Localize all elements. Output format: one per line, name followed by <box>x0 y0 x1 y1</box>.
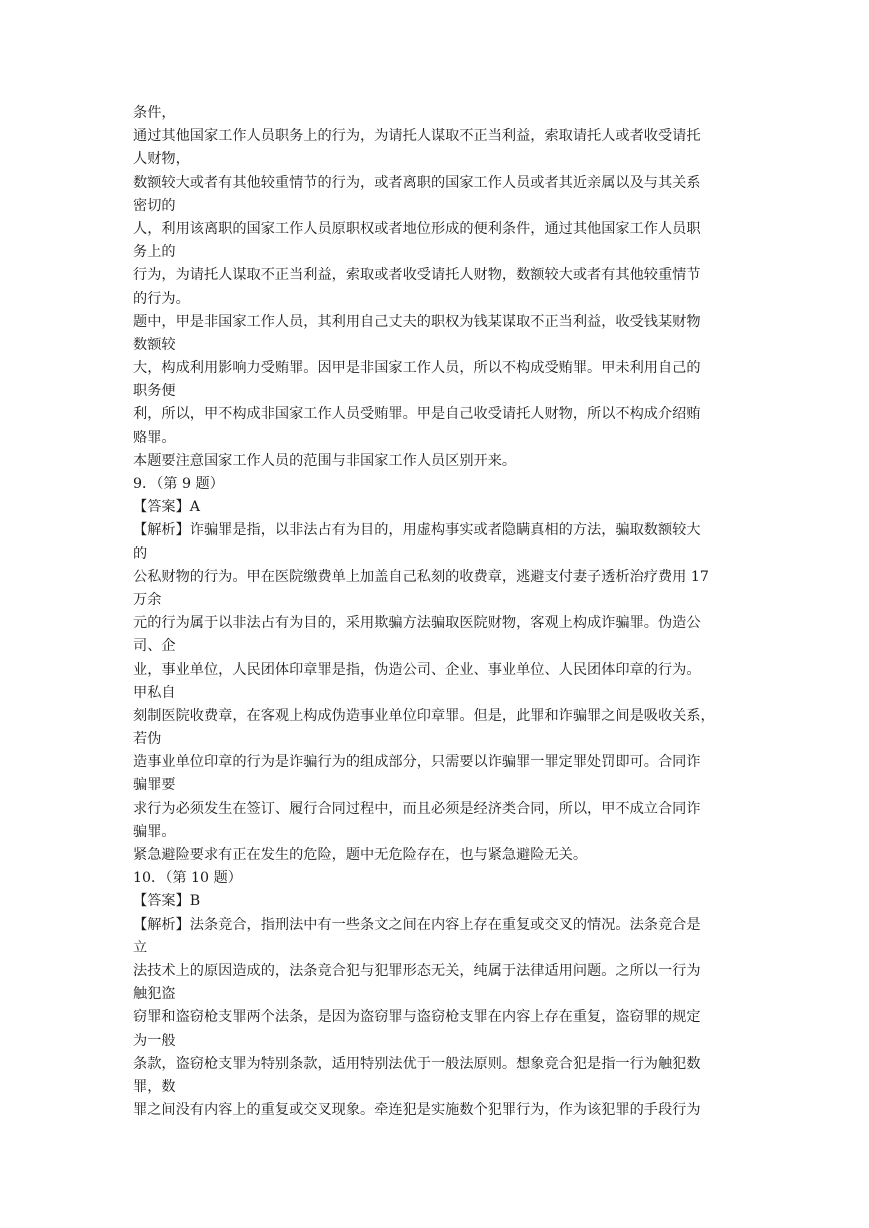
text-line: 【答案】B <box>133 893 201 910</box>
text-line: 求行为必须发生在签订、履行合同过程中，而且必须是经济类合同，所以，甲不成立合同诈 <box>133 800 701 817</box>
text-line: 本题要注意国家工作人员的范围与非国家工作人员区别开来。 <box>133 452 517 469</box>
text-line: 立 <box>133 939 148 956</box>
text-line: 10．（第 10 题） <box>133 870 242 887</box>
text-line: 甲私自 <box>133 684 176 701</box>
text-line: 若伪 <box>133 731 162 748</box>
text-line: 骗罪要 <box>133 777 176 794</box>
text-line: 司、企 <box>133 638 176 655</box>
text-line: 大，构成利用影响力受贿罪。因甲是非国家工作人员，所以不构成受贿罪。甲未利用自己的 <box>133 360 701 377</box>
text-line: 数额较 <box>133 336 176 353</box>
text-line: 条款，盗窃枪支罪为特别条款，适用特别法优于一般法原则。想象竞合犯是指一行为触犯数 <box>133 1055 701 1072</box>
text-line: 窃罪和盗窃枪支罪两个法条，是因为盗窃罪与盗窃枪支罪在内容上存在重复，盗窃罪的规定 <box>133 1009 701 1026</box>
text-line: 人财物， <box>133 151 190 168</box>
text-line: 【解析】诈骗罪是指，以非法占有为目的，用虚构事实或者隐瞒真相的方法，骗取数额较大 <box>133 522 701 539</box>
text-line: 业，事业单位，人民团体印章罪是指，伪造公司、企业、事业单位、人民团体印章的行为。 <box>133 661 701 678</box>
text-line: 人，利用该离职的国家工作人员原职权或者地位形成的便利条件，通过其他国家工作人员职 <box>133 220 701 237</box>
text-line: 职务便 <box>133 383 176 400</box>
text-line: 紧急避险要求有正在发生的危险，题中无危险存在，也与紧急避险无关。 <box>133 847 588 863</box>
text-line: 为一般 <box>133 1032 176 1049</box>
text-line: 公私财物的行为。甲在医院缴费单上加盖自己私刻的收费章，逃避支付妻子透析治疗费用 17 <box>133 568 709 585</box>
text-line: 务上的 <box>133 244 176 261</box>
text-line: 造事业单位印章的行为是诈骗行为的组成部分，只需要以诈骗罪一罪定罪处罚即可。合同诈 <box>133 754 701 771</box>
text-line: 9．（第 9 题） <box>133 476 224 492</box>
text-line: 刻制医院收费章，在客观上构成伪造事业单位印章罪。但是，此罪和诈骗罪之间是吸收关系， <box>133 707 715 724</box>
text-line: 赂罪。 <box>133 429 176 446</box>
text-line: 的 <box>133 545 148 562</box>
text-line: 通过其他国家工作人员职务上的行为，为请托人谋取不正当利益，索取请托人或者收受请托 <box>133 128 701 145</box>
text-line: 【答案】A <box>133 499 200 516</box>
text-line: 数额较大或者有其他较重情节的行为，或者离职的国家工作人员或者其近亲属以及与其关系 <box>133 174 701 191</box>
text-line: 条件， <box>133 105 176 121</box>
text-line: 罪之间没有内容上的重复或交叉现象。牵连犯是实施数个犯罪行为，作为该犯罪的手段行为 <box>133 1102 701 1119</box>
text-line: 行为，为请托人谋取不正当利益，索取或者收受请托人财物，数额较大或者有其他较重情节 <box>133 267 701 284</box>
text-line: 万余 <box>133 591 162 608</box>
text-line: 法技术上的原因造成的，法条竞合犯与犯罪形态无关，纯属于法律适用问题。之所以一行为 <box>133 962 701 979</box>
text-line: 的行为。 <box>133 290 190 307</box>
text-line: 元的行为属于以非法占有为目的，采用欺骗方法骗取医院财物，客观上构成诈骗罪。伪造公 <box>133 615 701 632</box>
text-line: 骗罪。 <box>133 823 176 840</box>
text-line: 密切的 <box>133 197 176 214</box>
text-line: 【解析】法条竞合，指刑法中有一些条文之间在内容上存在重复或交叉的情况。法条竞合是 <box>133 916 701 933</box>
text-line: 触犯盗 <box>133 986 176 1003</box>
text-line: 罪，数 <box>133 1078 176 1095</box>
text-line: 题中，甲是非国家工作人员，其利用自己丈夫的职权为钱某谋取不正当利益，收受钱某财物 <box>133 313 701 330</box>
document-body <box>133 102 773 1122</box>
text-line: 利，所以，甲不构成非国家工作人员受贿罪。甲是自己收受请托人财物，所以不构成介绍贿 <box>133 406 701 423</box>
